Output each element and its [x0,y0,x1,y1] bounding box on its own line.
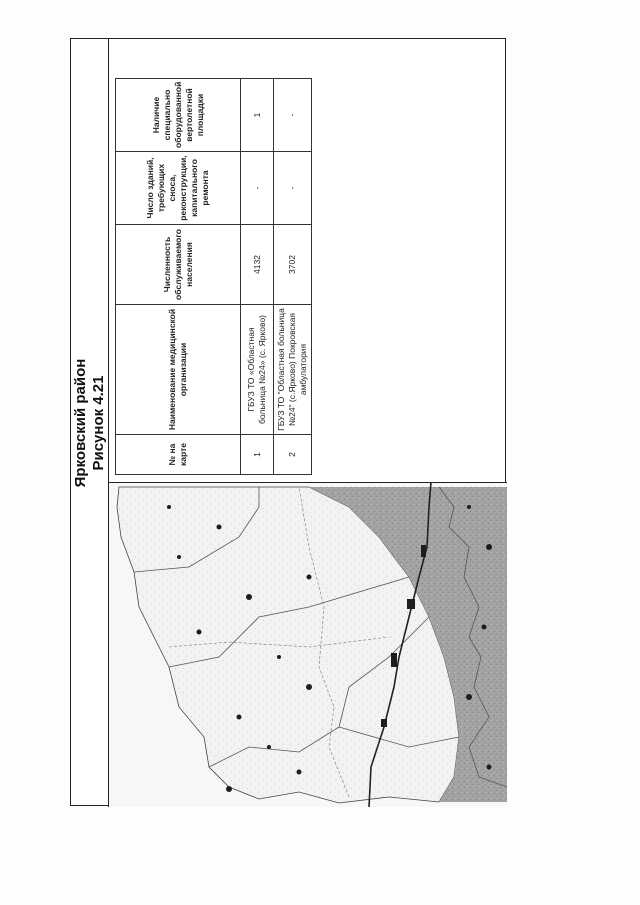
map-image [109,482,507,807]
organizations-table-wrap [115,79,312,475]
header-helipad: Наличие специально оборудованной вертолетной площадки [116,79,241,152]
cell-population: 3702 [274,225,312,305]
header-org-name: Наименование медицинской организации [116,305,241,435]
cell-org-name: ГБУЗ ТО «Областная больница №24» (с. Ярково) [241,305,274,435]
header-map-number: № на карте [116,435,241,475]
table-row [241,79,274,475]
title-block [71,39,109,807]
cell-map-number: 1 [241,435,274,475]
figure-title: Рисунок 4.21 [90,375,107,471]
cell-map-number: 2 [274,435,312,475]
district-map [109,482,507,807]
cell-helipad: - [274,79,312,152]
page-frame [70,38,506,806]
table-row [274,79,312,475]
cell-population: 4132 [241,225,274,305]
rotated-content [71,39,507,807]
header-buildings: Число зданий, требующих сноса, реконструкции, капитального ремонта [116,152,241,225]
district-title: Ярковский район [72,358,89,488]
cell-buildings: - [241,152,274,225]
organizations-table [115,78,312,475]
header-population: Численность обслуживаемого населения [116,225,241,305]
cell-buildings: - [274,152,312,225]
table-header-row [116,79,241,475]
cell-org-name: ГБУЗ ТО "Областная больница №24" (с.Ярково) Покровская амбулатория [274,305,312,435]
cell-helipad: 1 [241,79,274,152]
